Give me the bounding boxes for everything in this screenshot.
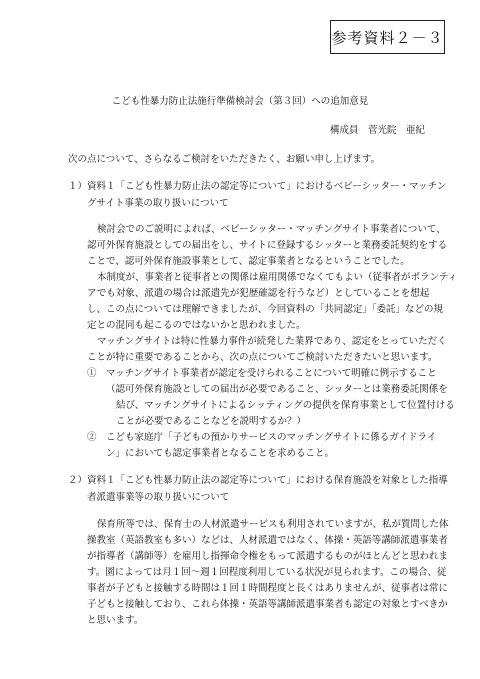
section1-body-line: し、この点については理解できましたが、今回資料の「共同認定」「委託」などの規: [87, 304, 444, 315]
section1-item-line: （認可外保育施設としての届出が必要であること、シッターとは業務委託関係を: [106, 384, 448, 395]
section1-body-line: 認可外保育施設としての届出をし、サイトに登録するシッターと業務委託契約をする: [87, 240, 448, 251]
section1-body-line: ことが特に重要であることから、次の点についてご検討いただきたいと思います。: [87, 352, 438, 363]
section2-body-line: 子どもと接触しており、これら体操・英語等講師派遣事業者も認定の対象とすべきか: [87, 599, 448, 610]
section2-heading-line: ２）資料１「こども性暴力防止法の認定等について」における保育施設を対象とした指導: [68, 475, 448, 486]
section1-body-line: マッチングサイトは特に性暴力事件が続発した業界であり、認定をとっていただく: [97, 336, 447, 347]
section1-body-line: 本制度が、事業者と従事者との関係は雇用関係でなくてもよい（従事者がボランティ: [97, 272, 458, 283]
section1-heading-line: １）資料１「こども性暴力防止法の認定等について」におけるベビーシッター・マッチン: [68, 181, 447, 192]
section1-body-line: アでも対象、派遣の場合は派遣先が犯歴確認を行うなど）としていることを想起: [87, 288, 430, 299]
section1-body-line: 検討会でのご説明によれば、ベビーシッター・マッチングサイト事業者について、: [97, 224, 446, 235]
section2-body-line: 保育所等では、保育士の人材派遣サービスも利用されていますが、私が質問した体: [97, 519, 449, 530]
document-title: こども性暴力防止法施行準備検討会（第３回）への追加意見: [111, 96, 369, 107]
document-label-box: 参考資料２－３: [330, 20, 445, 54]
section2-body-line: と思います。: [87, 615, 144, 626]
document-author: 構成員 菅光院 亜紀: [329, 125, 425, 136]
section1-item-line: 結び、マッチングサイトによるシッティングの提供を保育事業として位置付ける: [116, 400, 455, 411]
section1-heading-line: グサイト事業の取り扱いについて: [87, 198, 229, 209]
section2-body-line: 事者が子どもと接触する時間は１回１時間程度と長くはありませんが、従事者は常に: [87, 583, 449, 594]
section1-body-line: 定との混同も起こるのではないかと思われました。: [87, 320, 306, 331]
section1-item-line: ン」においても認定事業者となることを求めること。: [106, 448, 335, 459]
section1-body-line: ことで、認可外保育施設事業として、認定事業者となるということでした。: [87, 256, 410, 267]
section2-body-line: が指導者（講師等）を雇用し指揮命令権をもって派遣するものがほとんどと思われま: [87, 551, 449, 562]
section1-item-line: ことが必要であることなどを説明するか？）: [116, 416, 307, 427]
section1-item-line: ② こども家庭庁「子どもの預かりサービスのマッチングサイトに係るガイドライ: [87, 432, 437, 443]
section2-body-line: す。園によっては月１回～週１回程度利用している状況が見られます。この場合、従: [87, 567, 447, 578]
section2-heading-line: 者派遣事業等の取り扱いについて: [87, 492, 230, 503]
section2-body-line: 操教室（英語教室も多い）などは、人材派遣ではなく、体操・英語等講師派遣事業者: [87, 535, 448, 546]
section1-item-line: ① マッチングサイト事業者が認定を受けられることについて明確に例示すること: [87, 368, 437, 379]
intro-text: 次の点について、さらなるご検討をいただきたく、お願い申し上げます。: [68, 154, 381, 165]
